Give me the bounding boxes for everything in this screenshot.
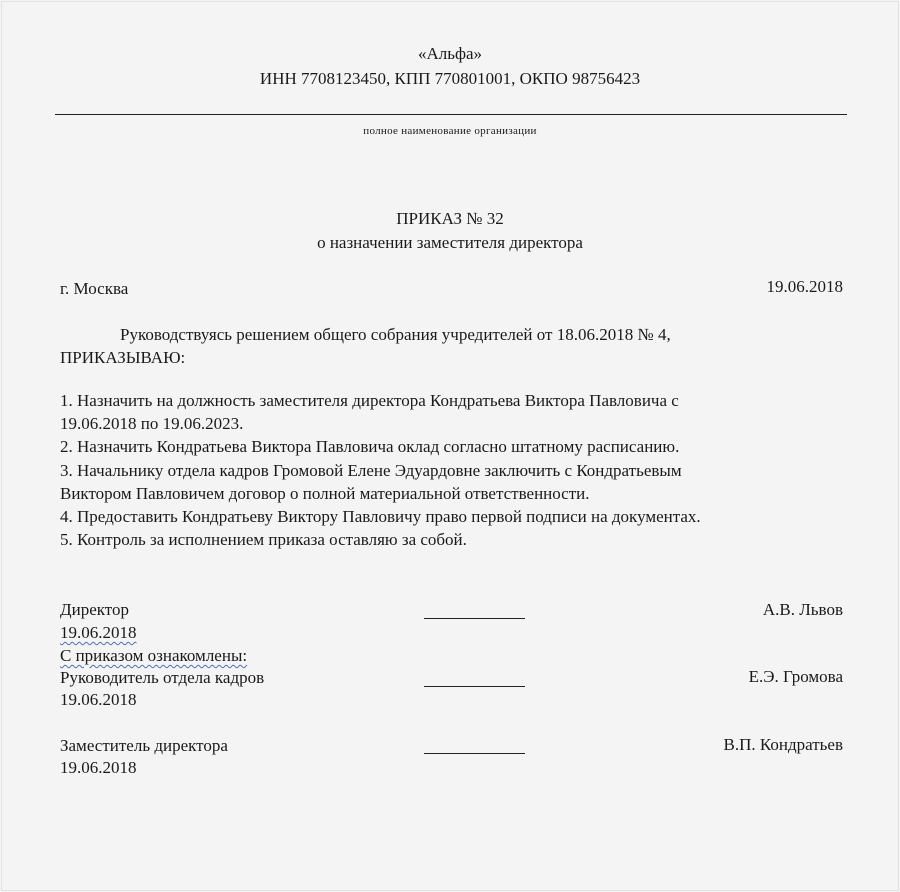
director-name: А.В. Львов (762, 600, 843, 619)
order-item: 19.06.2018 по 19.06.2023. (60, 414, 244, 433)
hr-head-name: Е.Э. Громова (748, 667, 843, 686)
order-item: 1. Назначить на должность заместителя директора Кондратьева Виктора Павловича с (60, 391, 679, 410)
header-divider (55, 114, 847, 115)
preamble-line-1: Руководствуясь решением общего собрания учредителей от 18.06.2018 № 4, (120, 325, 671, 344)
director-signature-line (424, 618, 525, 619)
director-position: Директор (60, 600, 129, 619)
order-item: 5. Контроль за исполнением приказа оставляю за собой. (60, 530, 467, 549)
organization-requisites: ИНН 7708123450, КПП 770801001, ОКПО 98756423 (259, 69, 641, 88)
hr-head-position: Руководитель отдела кадров (60, 668, 265, 687)
order-item: 2. Назначить Кондратьева Виктора Павловича оклад согласно штатному расписанию. (60, 437, 680, 456)
order-date: 19.06.2018 (766, 277, 843, 296)
order-place: г. Москва (60, 279, 129, 298)
deputy-name: В.П. Кондратьев (723, 735, 843, 754)
deputy-position: Заместитель директора (60, 736, 228, 755)
deputy-signature-line (424, 753, 525, 754)
organization-name: «Альфа» (417, 44, 483, 63)
order-item: 3. Начальнику отдела кадров Громовой Елене Эдуардовне заключить с Кондратьевым (60, 461, 682, 480)
order-title: ПРИКАЗ № 32 (396, 209, 504, 228)
order-item: 4. Предоставить Кондратьеву Виктору Павловичу право первой подписи на документах. (60, 507, 701, 526)
preamble-line-2: ПРИКАЗЫВАЮ: (60, 348, 186, 367)
deputy-sign-date: 19.06.2018 (60, 758, 137, 777)
order-item: Виктором Павловичем договор о полной материальной ответственности. (60, 484, 590, 503)
hr-head-sign-date: 19.06.2018 (60, 690, 137, 709)
hr-head-signature-line (424, 686, 525, 687)
organization-caption: полное наименование организации (363, 125, 537, 137)
director-sign-date: 19.06.2018 (60, 623, 137, 642)
order-subject: о назначении заместителя директора (317, 233, 583, 252)
acquainted-label: С приказом ознакомлены: (60, 646, 248, 665)
